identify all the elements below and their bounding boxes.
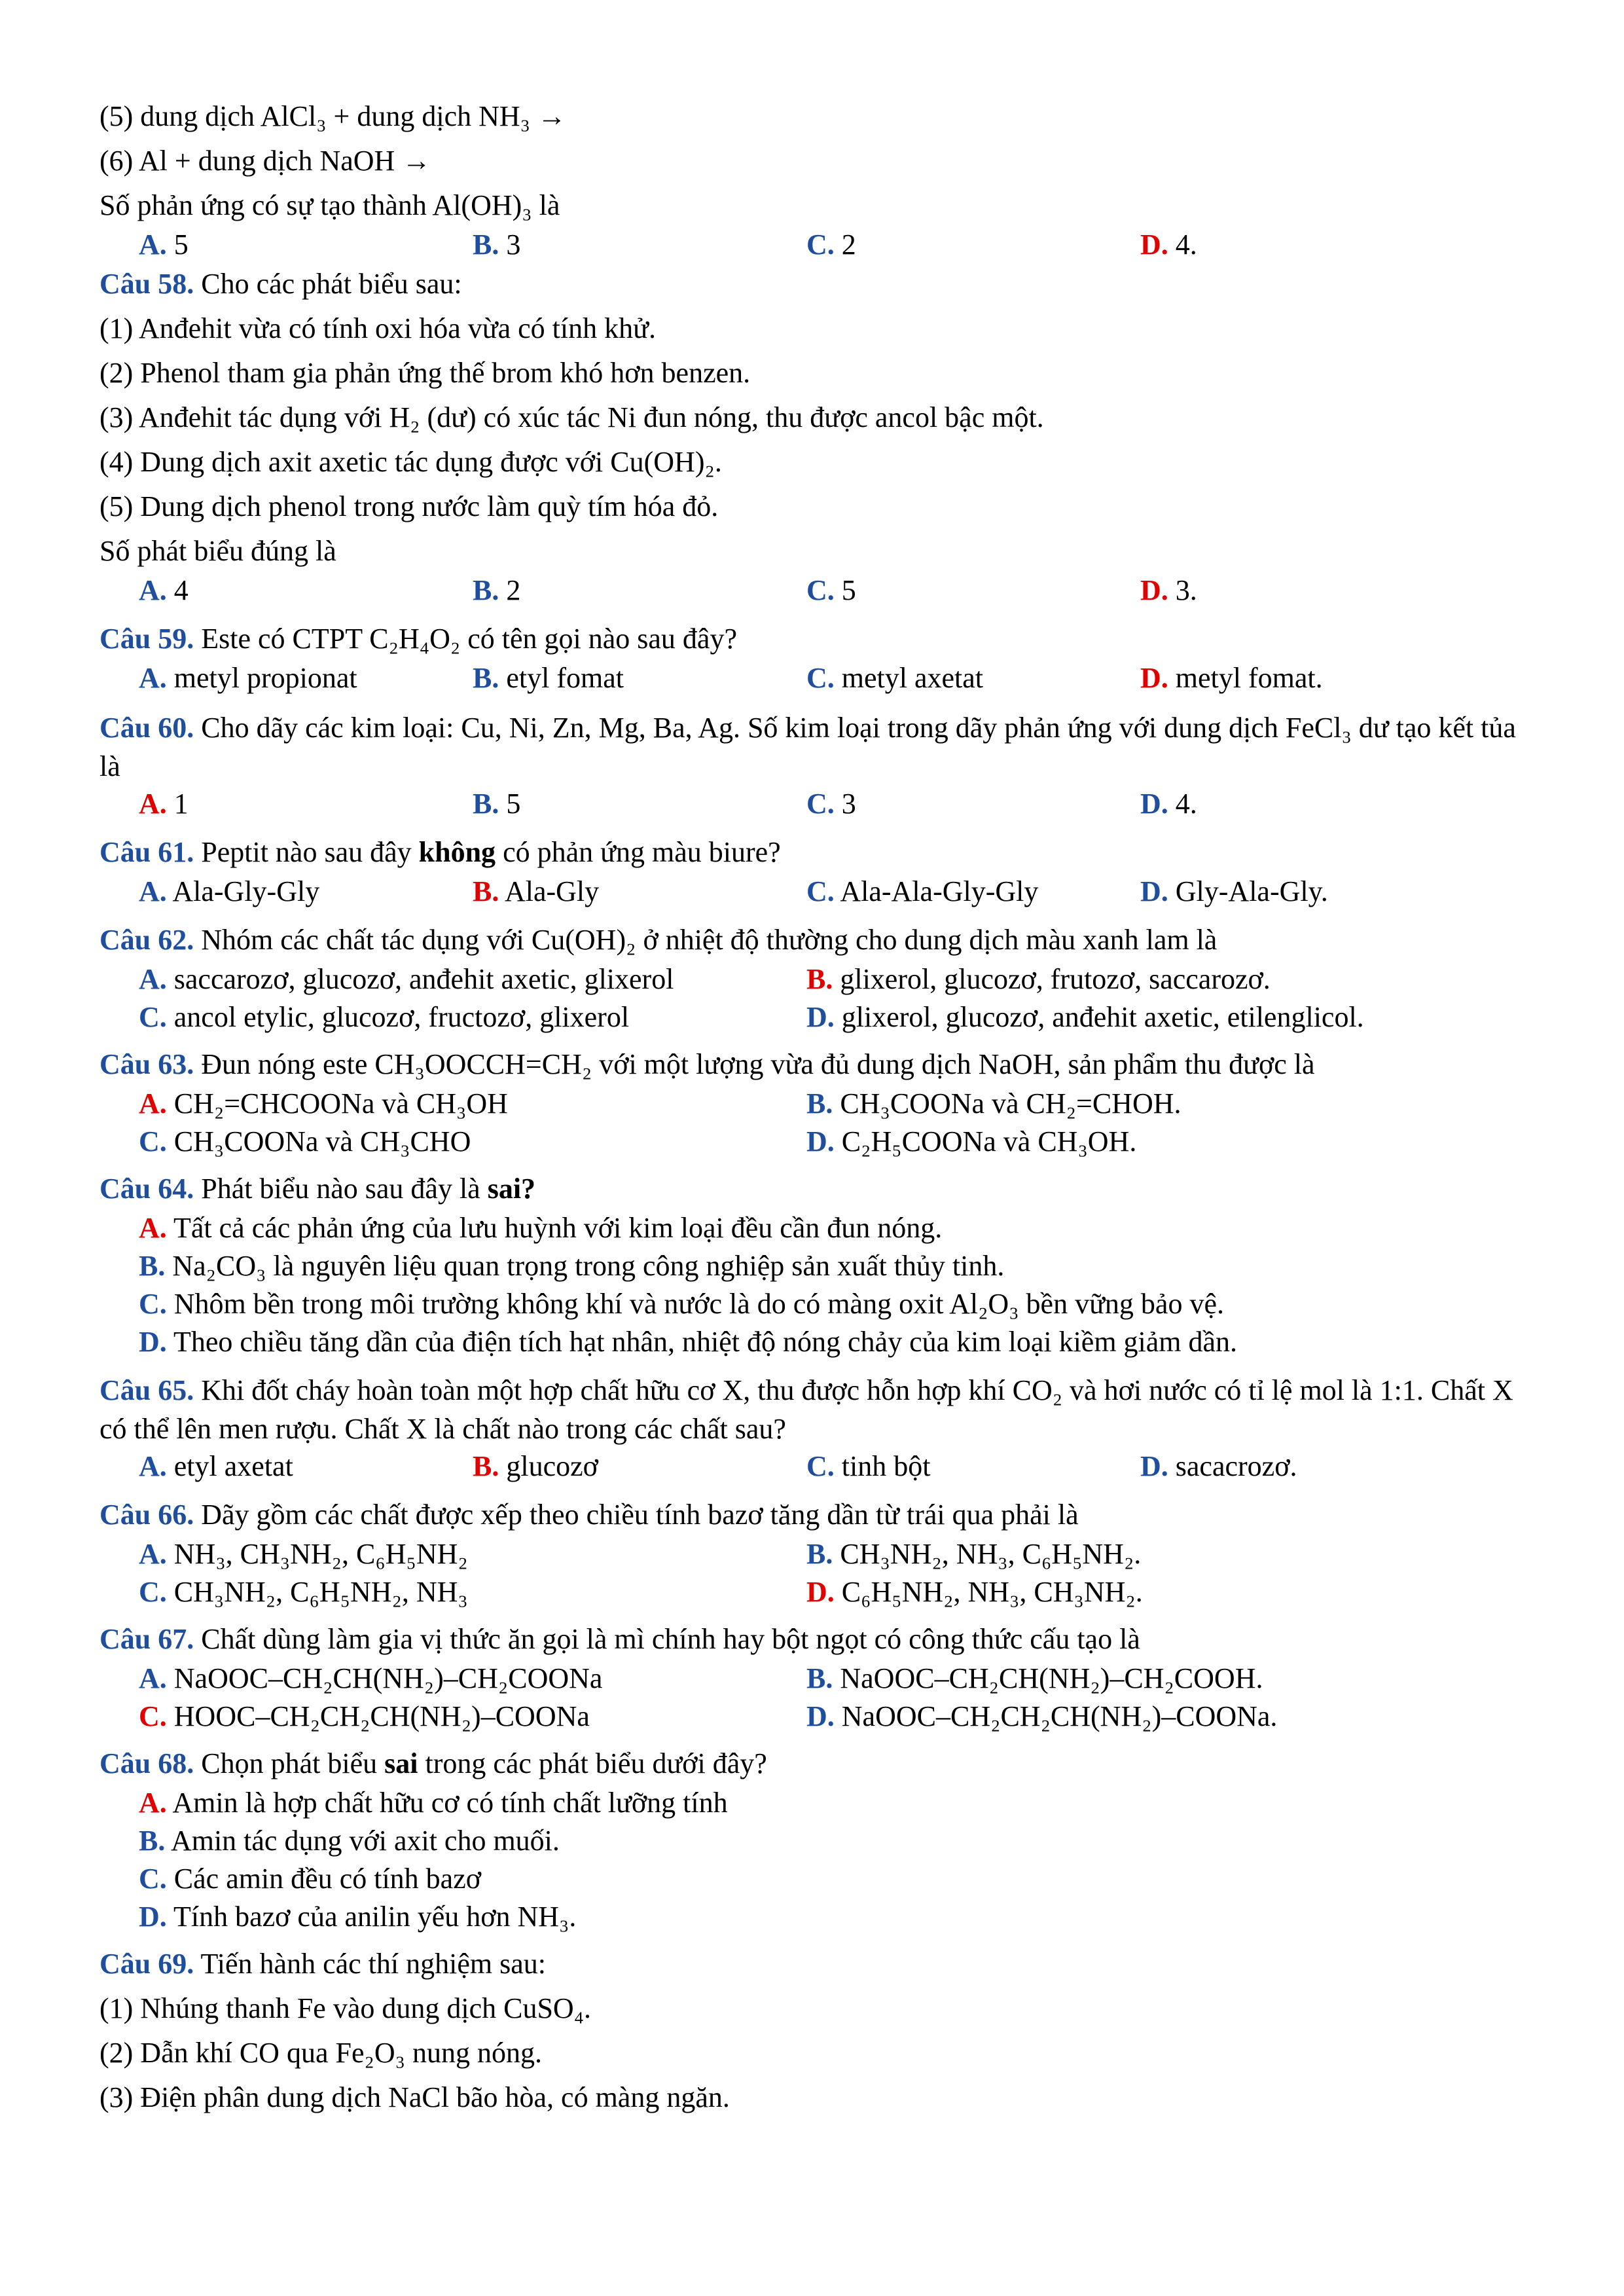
options-row <box>99 961 1540 999</box>
option-text: metyl propionat <box>173 662 357 694</box>
option-d[interactable] <box>1140 660 1474 699</box>
option-d[interactable] <box>806 1698 1474 1736</box>
option-text: tinh bột <box>841 1450 931 1482</box>
option-c[interactable] <box>139 1123 806 1161</box>
option-letter: D. <box>806 1001 835 1033</box>
option-letter: B. <box>473 574 499 606</box>
option-text: CH₃NH₂, C₆H₅NH₂, NH₃ <box>173 1576 468 1608</box>
option-text: NaOOC–CH₂CH(NH₂)–CH₂COONa <box>173 1662 603 1694</box>
option-text: 5 <box>173 228 189 261</box>
option-letter: A. <box>139 875 167 907</box>
options-row <box>99 786 1540 825</box>
option-letter: D. <box>1140 662 1168 694</box>
statement-2: (2) Dẫn khí CO qua Fe₂O₃ nung nóng. <box>99 2037 542 2069</box>
emphasis-text: không <box>418 836 496 868</box>
option-text: 2 <box>841 228 856 261</box>
question-text: Chọn phát biểu <box>201 1747 378 1779</box>
question-number: Câu 64. <box>99 1173 194 1205</box>
option-text: HOOC–CH₂CH₂CH(NH₂)–COONa <box>173 1700 590 1732</box>
option-letter: A. <box>139 1787 167 1819</box>
option-text: glixerol, glucozơ, anđehit axetic, etilenglicol. <box>841 1001 1364 1033</box>
option-b[interactable] <box>473 660 806 699</box>
statement-5: (5) dung dịch AlCl₃ + dung dịch NH₃ → <box>99 100 567 132</box>
option-text: 1 <box>173 788 189 820</box>
option-text: C₂H₅COONa và CH₃OH. <box>841 1125 1137 1157</box>
option-letter: A. <box>139 788 167 820</box>
option-letter: D. <box>806 1125 835 1157</box>
option-letter: C. <box>139 1125 167 1157</box>
option-letter: A. <box>139 1450 167 1482</box>
option-d[interactable] <box>1140 572 1474 611</box>
option-text: 4 <box>173 574 189 606</box>
option-letter: B. <box>473 875 499 907</box>
option-text: NaOOC–CH₂CH(NH₂)–CH₂COOH. <box>840 1662 1263 1694</box>
option-letter: A. <box>139 662 167 694</box>
option-text: glixerol, glucozơ, frutozơ, saccarozơ. <box>840 963 1271 995</box>
option-letter: C. <box>139 1001 167 1033</box>
option-text: 2 <box>506 574 521 606</box>
option-letter: A. <box>139 1662 167 1694</box>
option-letter: B. <box>806 1538 833 1570</box>
option-letter: C. <box>139 1700 167 1732</box>
question-number: Câu 59. <box>99 623 194 655</box>
option-letter: B. <box>139 1825 166 1857</box>
question-63 <box>99 1046 1540 1085</box>
statement-6: (6) Al + dung dịch NaOH → <box>99 145 431 177</box>
emphasis-text: sai <box>384 1747 418 1779</box>
option-a[interactable] <box>99 1785 1540 1823</box>
option-letter: C. <box>806 875 835 907</box>
question-number: Câu 62. <box>99 924 194 956</box>
option-text: 3 <box>841 788 856 820</box>
option-a[interactable] <box>139 873 473 913</box>
question-text: Cho các phát biểu sau: <box>201 268 462 300</box>
option-b[interactable] <box>806 1085 1474 1123</box>
option-c[interactable] <box>806 786 1140 825</box>
options-row <box>99 999 1540 1037</box>
option-letter: A. <box>139 1212 167 1244</box>
option-c[interactable] <box>806 873 1140 913</box>
option-letter: A. <box>139 1538 167 1570</box>
option-letter: A. <box>139 574 167 606</box>
option-c[interactable] <box>99 1861 1540 1899</box>
question-text: Tiến hành các thí nghiệm sau: <box>200 1948 546 1980</box>
option-c[interactable] <box>806 660 1140 699</box>
option-a[interactable] <box>139 961 806 999</box>
option-text: 5 <box>506 788 521 820</box>
options-row <box>99 1574 1540 1612</box>
option-letter: C. <box>806 228 835 261</box>
option-letter: D. <box>1140 574 1168 606</box>
option-letter: D. <box>139 1901 167 1933</box>
option-text: Ala-Gly <box>504 875 600 907</box>
option-letter: B. <box>473 228 499 261</box>
option-letter: A. <box>139 228 167 261</box>
option-text: Tất cả các phản ứng của lưu huỳnh với kim loại đều cần đun nóng. <box>173 1212 943 1244</box>
option-text: Các amin đều có tính bazơ <box>173 1863 481 1895</box>
option-c[interactable] <box>806 572 1140 611</box>
option-text: 5 <box>841 574 856 606</box>
option-b[interactable] <box>473 786 806 825</box>
option-letter: A. <box>139 1087 167 1120</box>
option-text: 4. <box>1175 788 1197 820</box>
option-d[interactable] <box>99 1324 1540 1362</box>
question-text: Dãy gồm các chất được xếp theo chiều tính bazơ tăng dần từ trái qua phải là <box>201 1499 1079 1531</box>
option-a[interactable] <box>139 1536 806 1574</box>
option-text: Nhôm bền trong môi trường không khí và nước là do có màng oxit Al₂O₃ bền vững bảo vệ. <box>173 1288 1224 1320</box>
option-text: 3 <box>506 228 521 261</box>
options-row <box>99 1660 1540 1698</box>
option-letter: D. <box>1140 875 1168 907</box>
question-67 <box>99 1621 1540 1660</box>
question-text: Chất dùng làm gia vị thức ăn gọi là mì chính hay bột ngọt có công thức cấu tạo là <box>201 1623 1140 1655</box>
option-text: Amin là hợp chất hữu cơ có tính chất lưỡng tính <box>172 1787 728 1819</box>
statement-1: (1) Anđehit vừa có tính oxi hóa vừa có tính khử. <box>99 312 656 344</box>
option-letter: C. <box>806 1450 835 1482</box>
options-row <box>99 572 1540 611</box>
option-text: NH₃, CH₃NH₂, C₆H₅NH₂ <box>173 1538 468 1570</box>
exam-page <box>99 98 1540 2124</box>
option-d[interactable] <box>806 1123 1474 1161</box>
question-number: Câu 58. <box>99 268 194 300</box>
option-letter: B. <box>806 1662 833 1694</box>
statement-5: (5) Dung dịch phenol trong nước làm quỳ tím hóa đỏ. <box>99 490 719 522</box>
option-b[interactable] <box>473 873 806 913</box>
option-text: saccarozơ, glucozơ, anđehit axetic, glixerol <box>173 963 674 995</box>
option-d[interactable] <box>1140 1448 1474 1487</box>
option-text: glucozơ <box>506 1450 598 1482</box>
question-number: Câu 67. <box>99 1623 194 1655</box>
question-66 <box>99 1497 1540 1536</box>
options-row <box>99 227 1540 266</box>
question-text: Nhóm các chất tác dụng với Cu(OH)₂ ở nhiệt độ thường cho dung dịch màu xanh lam là <box>201 924 1218 956</box>
question-61 <box>99 834 1540 873</box>
option-text: Ala-Gly-Gly <box>172 875 320 907</box>
option-text: Theo chiều tăng dần của điện tích hạt nhân, nhiệt độ nóng chảy của kim loại kiềm giảm dần. <box>173 1326 1238 1358</box>
option-a[interactable] <box>139 1660 806 1698</box>
question-59 <box>99 621 1540 660</box>
statement-2: (2) Phenol tham gia phản ứng thế brom khó hơn benzen. <box>99 357 751 389</box>
option-b[interactable] <box>473 572 806 611</box>
question-stem: Số phản ứng có sự tạo thành Al(OH)₃ là <box>99 189 560 221</box>
statement-3: (3) Điện phân dung dịch NaCl bão hòa, có màng ngăn. <box>99 2081 730 2113</box>
option-letter: D. <box>1140 1450 1168 1482</box>
question-number: Câu 65. <box>99 1374 194 1406</box>
option-d[interactable] <box>806 999 1474 1037</box>
option-letter: D. <box>806 1576 835 1608</box>
option-letter: B. <box>806 1087 833 1120</box>
option-text: etyl fomat <box>506 662 624 694</box>
option-a[interactable] <box>139 1085 806 1123</box>
option-b[interactable] <box>99 1823 1540 1861</box>
option-text: metyl axetat <box>841 662 984 694</box>
option-text: etyl axetat <box>173 1450 293 1482</box>
option-text: Amin tác dụng với axit cho muối. <box>170 1825 560 1857</box>
option-text: Na₂CO₃ là nguyên liệu quan trọng trong công nghiệp sản xuất thủy tinh. <box>172 1250 1005 1282</box>
option-letter: D. <box>806 1700 835 1732</box>
option-text: C₆H₅NH₂, NH₃, CH₃NH₂. <box>841 1576 1143 1608</box>
option-b[interactable] <box>99 1248 1540 1286</box>
option-letter: D. <box>1140 788 1168 820</box>
question-text: Este có CTPT C₂H₄O₂ có tên gọi nào sau đây? <box>201 623 737 655</box>
statement-1: (1) Nhúng thanh Fe vào dung dịch CuSO₄. <box>99 1992 592 2024</box>
option-letter: B. <box>806 963 833 995</box>
question-text: Cho dãy các kim loại: Cu, Ni, Zn, Mg, Ba, Ag. Số kim loại trong dãy phản ứng với dung dịch FeCl₃ dư tạo kết tủa là <box>99 712 1516 782</box>
question-62 <box>99 922 1540 961</box>
option-text: CH₃NH₂, NH₃, C₆H₅NH₂. <box>840 1538 1142 1570</box>
question-58 <box>99 266 1540 310</box>
option-b[interactable] <box>473 227 806 266</box>
option-b[interactable] <box>806 1536 1474 1574</box>
option-a[interactable] <box>99 1210 1540 1248</box>
option-c[interactable] <box>139 1574 806 1612</box>
question-text: Đun nóng este CH₃OOCCH=CH₂ với một lượng vừa đủ dung dịch NaOH, sản phẩm thu được là <box>201 1048 1315 1080</box>
option-b[interactable] <box>806 1660 1474 1698</box>
option-text: 4. <box>1175 228 1197 261</box>
emphasis-text: sai? <box>487 1173 536 1205</box>
option-letter: C. <box>139 1576 167 1608</box>
question-number: Câu 60. <box>99 712 194 744</box>
option-letter: D. <box>1140 228 1168 261</box>
question-text-end: trong các phát biểu dưới đây? <box>425 1747 767 1779</box>
option-text: sacacrozơ. <box>1175 1450 1297 1482</box>
question-stem: Số phát biểu đúng là <box>99 535 336 567</box>
option-text: ancol etylic, glucozơ, fructozơ, glixerol <box>173 1001 630 1033</box>
option-text: CH₂=CHCOONa và CH₃OH <box>173 1087 508 1120</box>
option-d[interactable] <box>806 1574 1474 1612</box>
question-60 <box>99 708 1540 786</box>
statement-3: (3) Anđehit tác dụng với H₂ (dư) có xúc tác Ni đun nóng, thu được ancol bậc một. <box>99 401 1044 433</box>
question-number: Câu 68. <box>99 1747 194 1779</box>
option-d[interactable] <box>1140 227 1474 266</box>
options-row <box>99 1448 1540 1487</box>
option-c[interactable] <box>99 1286 1540 1324</box>
question-number: Câu 66. <box>99 1499 194 1531</box>
options-row <box>99 660 1540 699</box>
option-a[interactable] <box>139 227 473 266</box>
option-letter: B. <box>139 1250 166 1282</box>
question-text: Phát biểu nào sau đây là <box>201 1173 480 1205</box>
option-letter: C. <box>806 574 835 606</box>
option-letter: C. <box>139 1863 167 1895</box>
option-letter: D. <box>139 1326 167 1358</box>
option-c[interactable] <box>139 999 806 1037</box>
option-text: 3. <box>1175 574 1197 606</box>
option-letter: C. <box>806 662 835 694</box>
option-c[interactable] <box>806 227 1140 266</box>
option-d[interactable] <box>1140 786 1474 825</box>
option-c[interactable] <box>139 1698 806 1736</box>
option-text: Gly-Ala-Gly. <box>1175 875 1328 907</box>
option-letter: C. <box>806 788 835 820</box>
option-a[interactable] <box>139 572 473 611</box>
question-text-end: có phản ứng màu biure? <box>503 836 781 868</box>
option-letter: B. <box>473 1450 499 1482</box>
option-text: CH₃COONa và CH₂=CHOH. <box>840 1087 1182 1120</box>
option-a[interactable] <box>139 660 473 699</box>
option-letter: B. <box>473 662 499 694</box>
option-b[interactable] <box>473 1448 806 1487</box>
options-row <box>99 1123 1540 1161</box>
option-letter: A. <box>139 963 167 995</box>
question-number: Câu 69. <box>99 1948 194 1980</box>
option-text: CH₃COONa và CH₃CHO <box>173 1125 471 1157</box>
option-text: NaOOC–CH₂CH₂CH(NH₂)–COONa. <box>841 1700 1278 1732</box>
options-row <box>99 1698 1540 1736</box>
question-64 <box>99 1171 1540 1210</box>
option-a[interactable] <box>139 1448 473 1487</box>
option-letter: B. <box>473 788 499 820</box>
options-row <box>99 1536 1540 1574</box>
question-65 <box>99 1371 1540 1448</box>
question-69 <box>99 1946 1540 1990</box>
option-c[interactable] <box>806 1448 1140 1487</box>
statement-4: (4) Dung dịch axit axetic tác dụng được với Cu(OH)₂. <box>99 446 722 478</box>
option-text: metyl fomat. <box>1175 662 1323 694</box>
option-b[interactable] <box>806 961 1474 999</box>
option-text: Ala-Ala-Gly-Gly <box>840 875 1039 907</box>
option-d[interactable] <box>1140 873 1474 913</box>
options-row <box>99 873 1540 913</box>
option-a[interactable] <box>139 786 473 825</box>
option-d[interactable] <box>99 1899 1540 1937</box>
option-text: Tính bazơ của anilin yếu hơn NH₃. <box>173 1901 577 1933</box>
question-68 <box>99 1745 1540 1785</box>
question-text: Khi đốt cháy hoàn toàn một hợp chất hữu cơ X, thu được hỗn hợp khí CO₂ và hơi nước có tỉ lệ mol là 1:1. Chất X có thể lên men rượu. Chất X là chất nào trong các chất sau? <box>99 1374 1513 1445</box>
option-letter: C. <box>139 1288 167 1320</box>
question-number: Câu 63. <box>99 1048 194 1080</box>
question-text: Peptit nào sau đây <box>201 836 412 868</box>
question-number: Câu 61. <box>99 836 194 868</box>
options-row <box>99 1085 1540 1123</box>
